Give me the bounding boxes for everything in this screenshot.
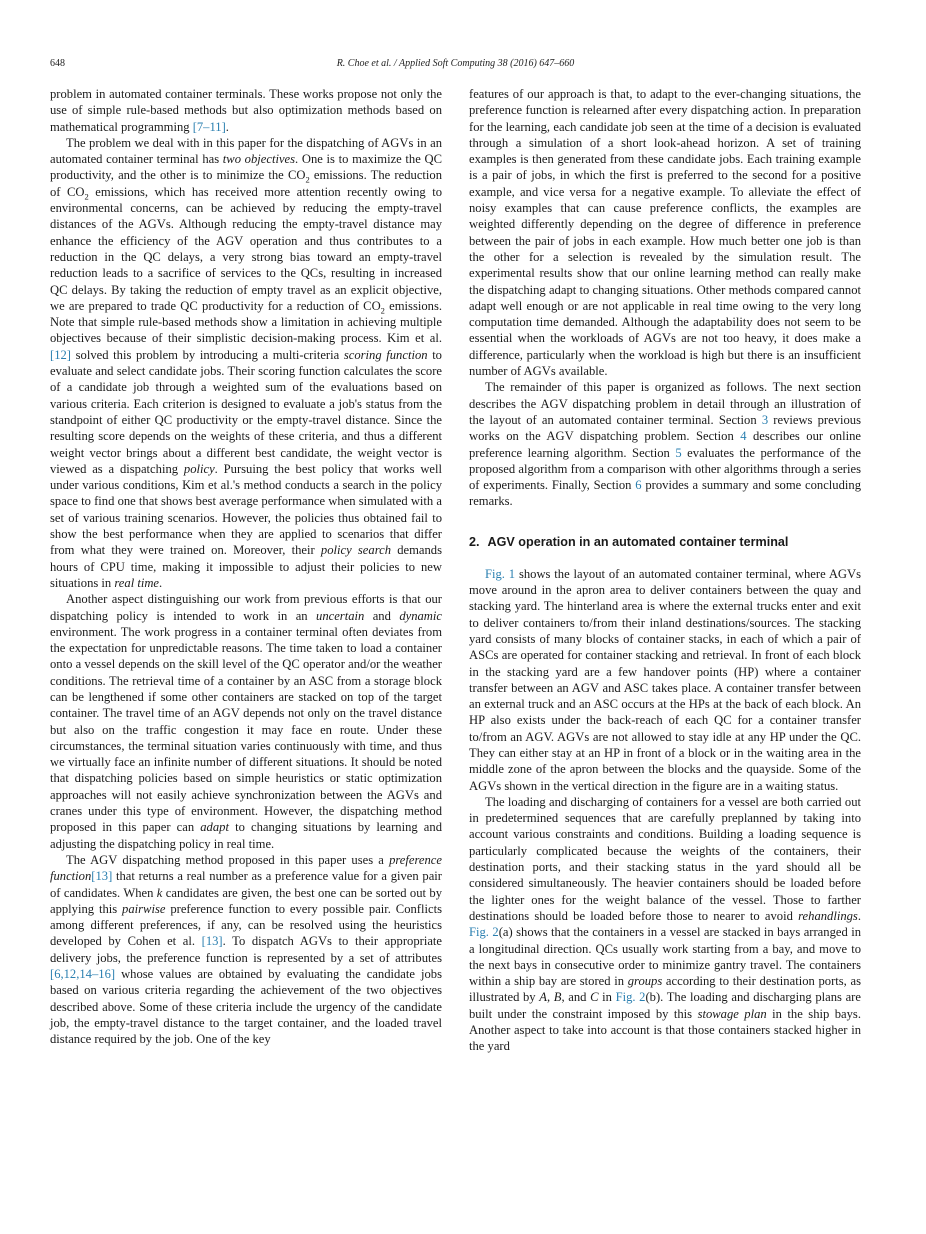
left-column [50,86,442,1048]
paragraph: The remainder of this paper is organized as follows. The next section describes the AGV dispatching problem in detail through an illustration of the layout of an automated container terminal. Section 3 reviews previous works on the AGV dispatching problem. Section 4 describes our online preference learning algorithm. Section 5 evaluates the performance of the proposed algorithm from a comparison with other algorithms through a series of experiments. Finally, Section 6 provides a summary and some concluding remarks. [469,380,861,509]
paragraph: Fig. 1 shows the layout of an automated container terminal, where AGVs move around in the apron area to deliver containers between the quay and stacking yard. The hinterland area is where the external trucks enter and exit to deliver containers to/from their inland destinations/sources. The stacking yard consists of many blocks of container stacks, in each of which a pair of ASCs are operated for container stacking and retrieval. In front of each block in the stacking yard are a few handover points (HP) where a container transfer between an AGV and ASC takes place. A container transfer between an external truck and an ASC occurs at the HPs at the back of each block. An HP also exists under the back-reach of each QC for a container transfer to/from an AGV. AGVs are not allowed to stay idle at any HP under the QC. They can either stay at an HP in front of a block or in the waiting area in the middle zone of the apron between the blocks and the quayside. Some of the AGVs shown in the vertical direction in the figure are in a waiting status. [469,566,861,793]
citation-link[interactable]: [7–11] [192,119,226,134]
paragraph: The problem we deal with in this paper for the dispatching of AGVs in an automated container terminal has two objectives. One is to maximize the QC productivity, and the other is to minimize the $CO_2$ emissions. The reduction of $CO_2$ emissions, which has received more attention recently owing to environmental concerns, can be achieved by reducing the empty-travel distances of the AGVs. Although reducing the empty-travel distance may enhance the efficiency of the AGV operation and thus contributes to a reduction in the QC delays, a very strong bias toward an empty-travel reduction leads to a sacrifice of services to the QCs, resulting in increased QC delays. By taking the reduction of empty travel as an explicit objective, we are prepared to trade QC productivity for a reduction of $CO_2$ emissions. Note that simple rule-based methods show a limitation in achieving multiple objectives because of their simplistic decision-making process. Kim et al. [12] solved this problem by introducing a multi-criteria scoring function to evaluate and select candidate jobs. Their scoring function calculates the score of a candidate job through a weighted sum of the evaluations based on various criteria. Each criterion is designed to evaluate a job's status from the standpoint of either QC productivity or the empty-travel distance. Since the resulting score depends on the weights of these criteria, and thus a different weight vector brings about a different best candidate, the weight vector is viewed as a dispatching policy. Pursuing the best policy that works well under various conditions, Kim et al.'s method conducts a search in the policy space to find one that shows best average performance when simulated with a set of various training scenarios. However, the policies thus obtained fail to show the best performance when they are applied to scenarios that differ from what they were trained on. Moreover, their policy search demands hours of CPU time, making it impossible to adjust their policies to new situations in real time. [50,135,442,590]
section-number: 2. [469,534,480,549]
section-link[interactable]: 5 [675,445,682,460]
right-column [469,86,861,1055]
paragraph: problem in automated container terminals. These works propose not only the use of simple rule-based methods but also optimization methods based on mathematical programming [7–11]. [50,87,442,134]
citation-link[interactable]: [13] [91,869,113,884]
figure-link[interactable]: Fig. 2 [469,925,499,940]
section-link[interactable]: 4 [740,429,747,444]
section-heading [469,534,861,550]
section-title: AGV operation in an automated container terminal [487,534,789,549]
page-header [50,57,861,71]
paragraph: features of our approach is that, to adapt to the ever-changing situations, the preference function is relearned after every dispatching action. In preparation for the learning, each candidate job seen at the time of a decision is evaluated through a simulation of a short look-ahead horizon. A set of training examples is then generated from these candidate jobs. Each training example is a pair of jobs, in which the first is preferred to the second for a positive example, and vice versa for a negative example. To alleviate the effect of noisy examples that can cause preference conflicts, the examples are weighted differently depending on the degree of difference in preference between the pair of jobs in each example. How much better one job is than the other for a selection is revealed by the simulation result. The experimental results show that our online learning method can really make the dispatching adapt to changing situations. Other methods compared cannot adapt well enough or are not applicable in real time owing to the very long computation time demanded. Although the adaptability does not seem to be essential when the workloads of AGVs are not too heavy, it does make a difference, particularly when the workload is high but there is an insufficient number of AGVs available. [469,87,861,379]
section-link[interactable]: 6 [635,478,642,493]
paragraph: Another aspect distinguishing our work from previous efforts is that our dispatching policy is intended to work in an uncertain and dynamic environment. The work progress in a container terminal often deviates from the expectation for unpredictable reasons. The time taken to load a container onto a vessel depends on the skill level of the QC operator and/or the weather conditions. The retrieval time of a container by an ASC from a storage block can be lengthened if some other containers are stacked on top of the target container. The travel time of an AGV depends not only on the travel distance but also on the traffic congestion it may face en route. Under these circumstances, the terminal situation varies continuously with time, and thus we virtually face an infinite number of different situations. It should be noted that dispatching policies based on simple heuristics or static optimization approaches will not easily achieve synchronization between the AGVs and cranes under this type of environment. However, the dispatching method proposed in this paper can adapt to changing situations by learning and adjusting the dispatching policy in real time. [50,592,442,851]
citation-link[interactable]: [6,12,14–16] [50,967,116,982]
paragraph: The loading and discharging of containers for a vessel are both carried out in predetermined sequences that are carefully preplanned by taking into account various constraints and conditions. Building a loading sequence is particularly complicated because the weights of the containers, their destination ports, and their stacking status in the yard should all be considered simultaneously. The heavier containers should be loaded before the lighter ones for the weight balance of the vessel. Those to farther destinations should be loaded before those to nearer to avoid rehandlings. Fig. 2(a) shows that the containers in a vessel are stacked in bays arranged in a longitudinal direction. QCs usually work starting from a bay, and move to the next bays in consecutive order to minimize gantry travel. The containers within a ship bay are stored in groups according to their destination ports, as illustrated by A, B, and C in Fig. 2(b). The loading and discharging plans are built under the constraint imposed by this stowage plan in the ship bays. Another aspect to take into account is that those containers stacked higher in the yard [469,794,861,1054]
citation-link[interactable]: [13] [201,934,223,949]
paragraph: The AGV dispatching method proposed in this paper uses a preference function[13] that returns a real number as a preference value for a given pair of candidates. When k candidates are given, the best one can be sorted out by applying this pairwise preference function to every possible pair. Conflicts among different preferences, if any, can be resolved using the heuristics developed by Cohen et al. [13]. To dispatch AGVs to their appropriate delivery jobs, the preference function is represented by a set of attributes [6,12,14–16] whose values are obtained by evaluating the candidate jobs based on various criteria regarding the achievement of the two objectives described above. Some of these criteria include the urgency of the candidate job, the empty-travel distance to the target container, and the loaded travel distance required by the job. One of the key [50,852,442,1047]
citation-link[interactable]: [12] [50,347,71,362]
page-number: 648 [50,58,65,69]
running-head: R. Choe et al. / Applied Soft Computing 38 (2016) 647–660 [336,58,575,69]
figure-link[interactable]: Fig. 2 [615,990,646,1005]
figure-link[interactable]: Fig. 1 [485,566,516,581]
section-link[interactable]: 3 [761,412,769,427]
